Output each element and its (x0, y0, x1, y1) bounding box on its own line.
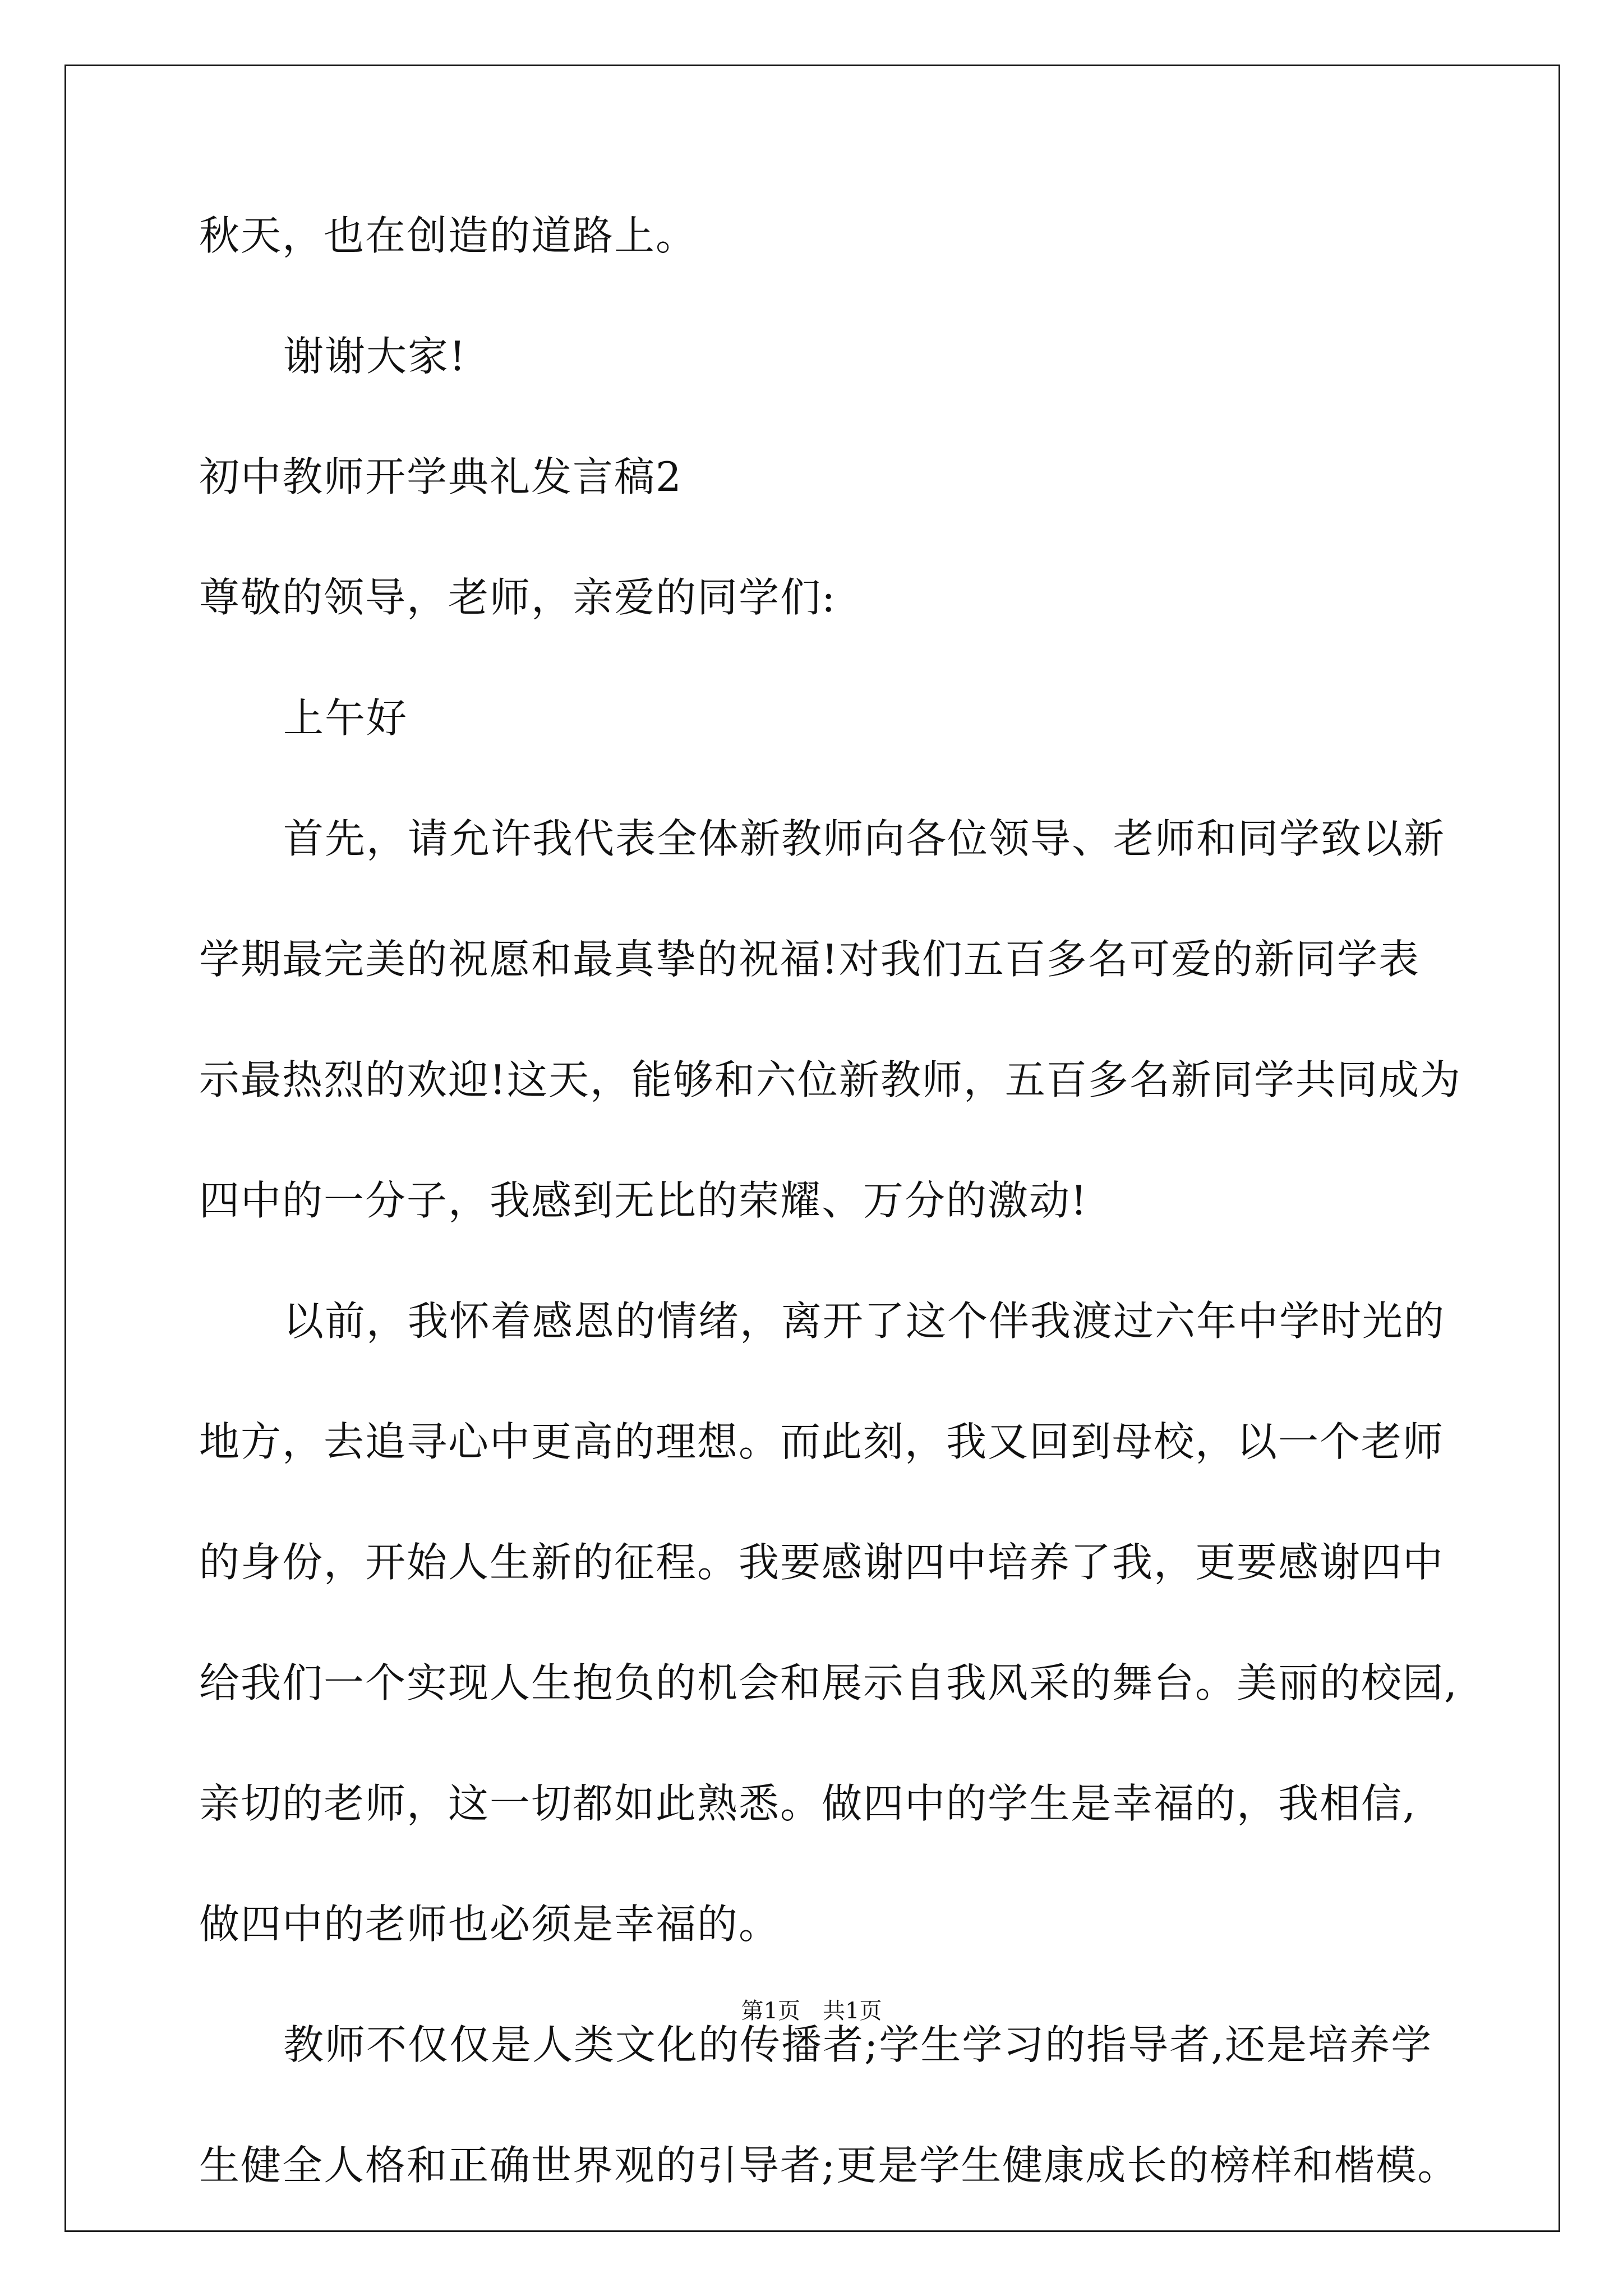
text-line: 四中的一分子，我感到无比的荣耀、万分的激动! (199, 1177, 1088, 1224)
text-line: 示最热烈的欢迎!这天，能够和六位新教师，五百多名新同学共同成为 (199, 1056, 1461, 1103)
text-line: 首先，请允许我代表全体新教师向各位领导、老师和同学致以新 (283, 815, 1446, 862)
text-line: 生健全人格和正确世界观的引导者;更是学生健康成长的榜样和楷模。 (199, 2142, 1459, 2189)
page-footer: 第1页 共1页 (741, 1998, 882, 2024)
text-line: 上午好 (283, 694, 408, 742)
text-line: 教师不仅仅是人类文化的传播者;学生学习的指导者,还是培养学 (283, 2021, 1433, 2068)
text-line: 的身份，开始人生新的征程。我要感谢四中培养了我，更要感谢四中 (199, 1539, 1445, 1586)
salutation: 尊敬的领导，老师，亲爱的同学们: (199, 574, 837, 621)
text-line: 以前，我怀着感恩的情绪，离开了这个伴我渡过六年中学时光的 (283, 1297, 1446, 1345)
text-line: 给我们一个实现人生抱负的机会和展示自我风采的舞台。美丽的校园, (199, 1659, 1458, 1706)
text-line: 秋天，也在创造的道路上。 (199, 212, 698, 259)
section-title: 初中教师开学典礼发言稿2 (199, 453, 683, 500)
text-line: 亲切的老师，这一切都如此熟悉。做四中的学生是幸福的，我相信, (199, 1780, 1417, 1827)
text-line: 地方，去追寻心中更高的理想。而此刻，我又回到母校，以一个老师 (199, 1418, 1445, 1465)
text-line: 谢谢大家! (283, 333, 467, 380)
text-line: 学期最完美的祝愿和最真挚的祝福!对我们五百多名可爱的新同学表 (199, 936, 1420, 983)
text-line: 做四中的老师也必须是幸福的。 (199, 1901, 781, 1948)
